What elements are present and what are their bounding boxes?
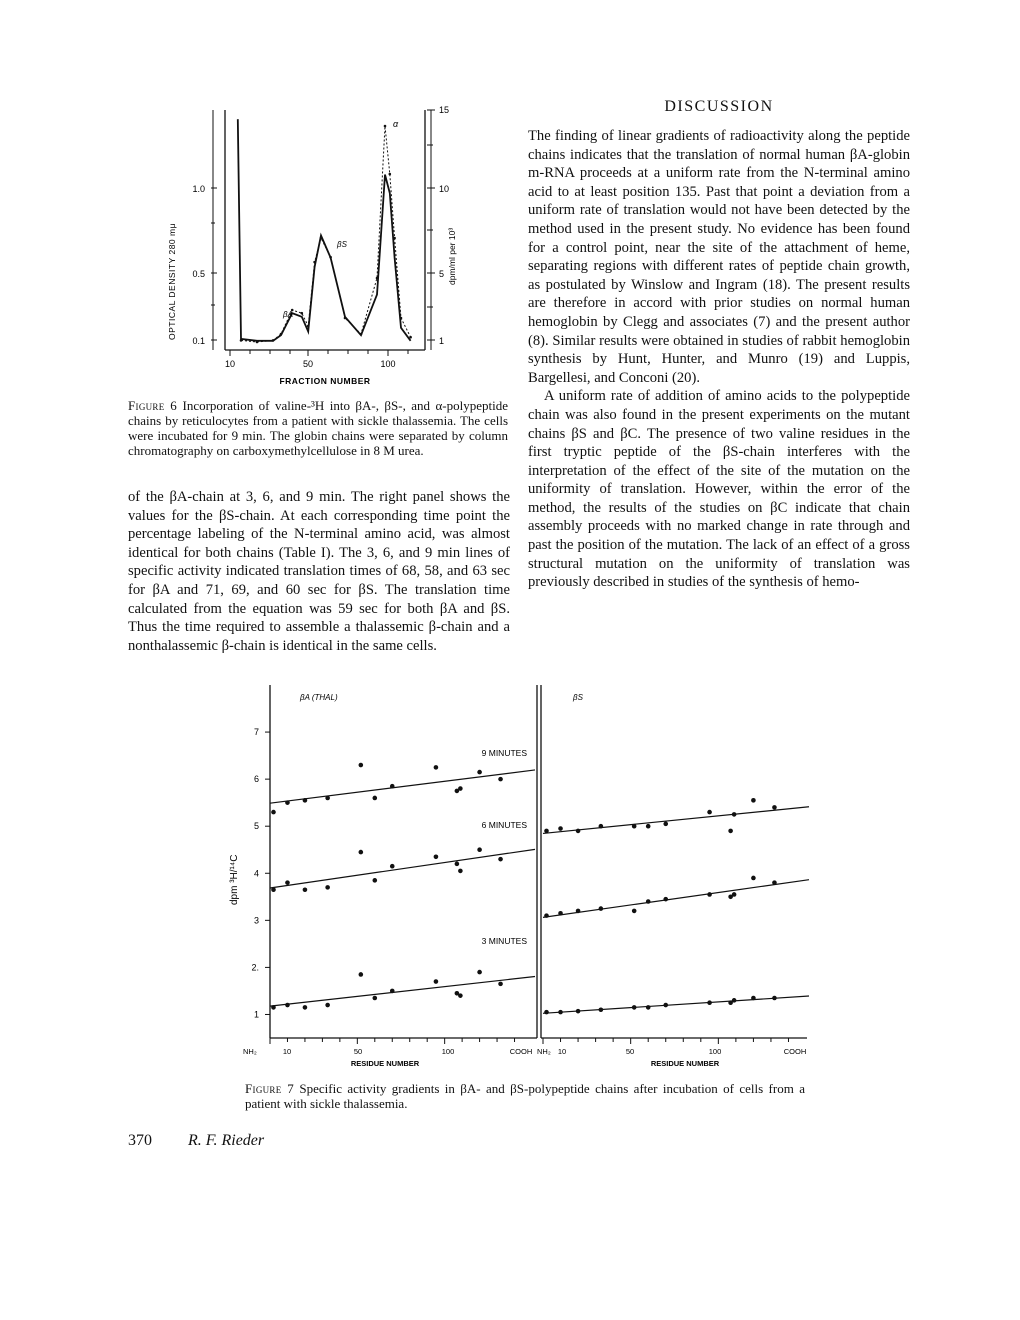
fig7-data-point xyxy=(646,899,651,904)
fig7-data-point xyxy=(285,1003,290,1008)
fig7-y-tick-label: 5 xyxy=(253,821,259,832)
running-author: R. F. Rieder xyxy=(188,1132,265,1149)
fig7-data-point xyxy=(390,989,395,994)
fig7-data-point xyxy=(303,798,308,803)
fig7-data-point xyxy=(632,1005,637,1010)
fig6-right-tick-label: 10 xyxy=(439,184,450,194)
fig7-right-panel-title: βS xyxy=(573,693,583,702)
fig6-data-point xyxy=(272,339,275,342)
fig6-data-point xyxy=(400,317,403,320)
fig7-y-tick-label: 4 xyxy=(253,868,259,879)
fig7-data-point xyxy=(558,911,563,916)
left-paragraph: of the βA-chain at 3, 6, and 9 min. The right panel shows the values for the βS-chain. At each corresponding time point the percentage labeling of the N-terminal amino acid, was almost identical for both chains (Table I). The 3, 6, and 9 min lines of specific activity indicated translation times of 68, 58, and 63 sec for βA and 71, 69, and 60 sec for βS. The translation time calculated from the equation was 59 sec for both βA and βS. Thus the time required to assemble a thalassemic β-chain and a nonthalassemic β-chain is identical in the same cells. xyxy=(128,489,510,654)
fig7-y-label: dpm ³H/¹⁴C xyxy=(229,854,240,905)
fig6-data-point xyxy=(280,333,283,336)
fig6-y-right-label: dpm/ml per 10³ xyxy=(447,227,457,285)
fig7-data-point xyxy=(325,885,330,890)
fig7-data-point xyxy=(372,878,377,883)
fig6-peak-label-betaS: βS xyxy=(337,240,347,249)
fig6-x-tick-label: 50 xyxy=(302,359,314,369)
fig7-data-point xyxy=(646,824,651,829)
fig7-y-tick-label: 6 xyxy=(253,774,259,785)
fig7-data-point xyxy=(599,906,604,911)
fig7-data-point xyxy=(576,829,581,834)
fig6-data-point xyxy=(240,339,243,342)
fig6-data-point xyxy=(344,317,347,320)
fig7-data-point xyxy=(544,1010,549,1015)
fig7-data-point xyxy=(544,829,549,834)
fig7-data-point xyxy=(772,880,777,885)
fig6-data-point xyxy=(313,261,316,264)
fig7-y-tick-label: 3 xyxy=(253,915,259,926)
fig6-radioactivity-curve xyxy=(241,126,411,342)
fig7-x-label-right: RESIDUE NUMBER xyxy=(650,1059,720,1068)
fig6-left-tick-label: 1.0 xyxy=(192,184,205,194)
fig7-data-point xyxy=(751,798,756,803)
figure-7-chart xyxy=(225,680,845,1085)
fig7-x-tick-label: NH₂ xyxy=(243,1047,257,1056)
fig6-data-point xyxy=(376,277,379,280)
fig7-data-point xyxy=(576,1009,581,1014)
fig6-optical-density-curve xyxy=(238,119,411,341)
fig7-data-point xyxy=(632,909,637,914)
fig7-data-point xyxy=(325,1003,330,1008)
fig7-data-point xyxy=(477,770,482,775)
fig6-peak-label-alpha: α xyxy=(393,119,399,129)
fig6-x-label: FRACTION NUMBER xyxy=(279,376,371,386)
fig7-data-point xyxy=(434,765,439,770)
fig6-data-point xyxy=(329,256,332,259)
fig7-x-tick-label: NH₂ xyxy=(537,1047,551,1056)
figure-6-caption-text: Incorporation of valine-³H into βA-, βS-, and α-polypeptide chains by reticulocytes from a patient with sickle thalassemia. The cells were incubated for 9 min. The globin chains were separated by column chromatography on carboxymethylcellulose in 8 M urea. xyxy=(128,398,508,458)
fig7-x-tick-label: COOH xyxy=(783,1047,807,1056)
fig7-data-point xyxy=(663,822,668,827)
fig7-x-tick-label: 50 xyxy=(353,1047,363,1056)
fig6-left-ticks xyxy=(211,188,217,340)
fig6-data-point xyxy=(409,336,412,339)
fig7-y-tick-label: 1 xyxy=(253,1009,259,1020)
fig7-data-point xyxy=(558,1010,563,1015)
fig7-regression-line xyxy=(270,849,535,888)
fig6-left-tick-label: 0.5 xyxy=(192,269,205,279)
fig7-regression-line xyxy=(543,807,809,834)
fig7-regression-line xyxy=(543,880,809,918)
fig7-left-panel-title: βA (THAL) xyxy=(300,693,338,702)
fig7-data-point xyxy=(434,854,439,859)
fig7-x-tick-label: 100 xyxy=(441,1047,455,1056)
fig7-regression-line xyxy=(270,770,535,803)
fig7-data-point xyxy=(732,892,737,897)
fig7-data-point xyxy=(359,972,364,977)
fig7-data-point xyxy=(303,887,308,892)
fig7-label-3min: 3 MINUTES xyxy=(481,936,527,946)
fig6-bottom-ticks xyxy=(230,350,408,356)
fig7-data-point xyxy=(707,892,712,897)
discussion-paragraph-1: The finding of linear gradients of radioactivity along the peptide chains indicates that the translation of normal human βA-globin m-RNA proceeds at a uniform rate from the N-terminal amino acid to at least position 135. Past that point a deviation from a uniform rate of translation would not have been detected by the method used in the present study. No evidence has been found for a control point, near the site of the attachment of heme, separating regions with different rates of peptide chain growth, as postulated by Winslow and Ingram (18). The present results are therefore in accord with prior studies on normal human hemoglobin by Clegg and associates (7) and the present author (8). Similar results were obtained in studies of rabbit hemoglobin synthesis by Hunt, Hunter, and Munro (19) and Luppis, Bargellesi, and Conconi (20). xyxy=(528,128,910,386)
fig7-y-tick-label: 2. xyxy=(251,962,259,973)
fig7-x-label-left: RESIDUE NUMBER xyxy=(350,1059,420,1068)
fig7-data-point xyxy=(599,1007,604,1012)
figure-6-caption-label: Figure 6 xyxy=(128,398,178,413)
fig7-data-point xyxy=(498,857,503,862)
fig6-left-tick-label: 0.1 xyxy=(192,336,205,346)
fig7-data-point xyxy=(372,996,377,1001)
page-number: 370 xyxy=(128,1132,152,1149)
fig7-data-point xyxy=(271,810,276,815)
figure-7-caption-text: Specific activity gradients in βA- and βS-polypeptide chains after incubation of cells from a patient with sickle thalassemia. xyxy=(245,1081,805,1111)
fig7-data-point xyxy=(303,1005,308,1010)
fig7-data-point xyxy=(359,763,364,768)
fig7-data-point xyxy=(325,796,330,801)
fig7-data-point xyxy=(359,850,364,855)
fig6-right-tick-label: 5 xyxy=(439,269,445,279)
fig7-data-point xyxy=(663,1003,668,1008)
discussion-heading: DISCUSSION xyxy=(664,98,774,115)
fig6-data-point xyxy=(393,237,396,240)
fig7-data-point xyxy=(751,996,756,1001)
fig7-data-point xyxy=(458,786,463,791)
fig6-peak-label-betaA: βA xyxy=(283,310,293,319)
fig7-data-point xyxy=(271,1005,276,1010)
fig7-label-9min: 9 MINUTES xyxy=(481,748,527,758)
fig7-data-point xyxy=(732,812,737,817)
fig6-right-tick-label: 15 xyxy=(439,105,450,115)
figure-6-caption xyxy=(128,398,508,458)
fig7-data-point xyxy=(285,880,290,885)
fig7-data-point xyxy=(390,864,395,869)
fig7-x-tick-label: 10 xyxy=(282,1047,292,1056)
fig6-data-point xyxy=(301,312,304,315)
fig7-label-6min: 6 MINUTES xyxy=(481,820,527,830)
figure-7-caption-label: Figure 7 xyxy=(245,1081,295,1096)
fig6-data-point xyxy=(320,237,323,240)
fig7-data-point xyxy=(751,876,756,881)
fig7-data-point xyxy=(544,913,549,918)
discussion-paragraph-2: A uniform rate of addition of amino acids to the polypeptide chain was also found in the present experiments on the mutant chains βS and βC. The presence of two valine residues in the first tryptic peptide of the βS-chain interferes with the interpretation of the effect of the site of the mutation on the uniformity of translation. However, within the error of the method, the results of the studies on βC indicate that chain assembly proceeds with no marked change in rate through and past the position of the mutation. The lack of an effect of a gross structural mutation on the uniformity of translation was previously described in studies of the synthesis of hemo- xyxy=(528,388,910,591)
fig7-data-point xyxy=(707,1000,712,1005)
fig7-data-point xyxy=(632,824,637,829)
fig7-data-point xyxy=(732,998,737,1003)
fig7-data-point xyxy=(271,887,276,892)
fig7-data-point xyxy=(455,862,460,867)
fig7-regression-line xyxy=(543,996,809,1013)
fig7-data-point xyxy=(458,993,463,998)
fig7-data-point xyxy=(576,909,581,914)
fig7-data-point xyxy=(558,826,563,831)
fig7-y-tick-label: 7 xyxy=(253,727,259,738)
fig7-x-tick-label: 50 xyxy=(625,1047,635,1056)
fig6-x-tick-label: 100 xyxy=(380,359,396,369)
fig7-x-tick-label: 100 xyxy=(708,1047,722,1056)
fig7-data-point xyxy=(707,810,712,815)
fig6-data-point xyxy=(389,173,392,176)
fig7-data-point xyxy=(663,897,668,902)
fig7-x-tick-label: COOH xyxy=(509,1047,533,1056)
fig7-data-point xyxy=(498,982,503,987)
fig6-right-tick-label: 1 xyxy=(439,336,445,346)
fig7-data-point xyxy=(434,979,439,984)
fig7-data-point xyxy=(646,1005,651,1010)
fig6-data-point xyxy=(256,341,259,344)
fig6-data-point xyxy=(360,333,363,336)
left-column-text xyxy=(128,488,510,655)
fig7-data-point xyxy=(458,869,463,874)
fig7-data-point xyxy=(477,847,482,852)
figure-7-caption xyxy=(245,1081,805,1111)
fig7-data-point xyxy=(498,777,503,782)
fig6-data-point xyxy=(307,325,310,328)
fig6-data-point xyxy=(384,125,387,128)
fig7-data-point xyxy=(285,800,290,805)
fig7-data-point xyxy=(772,805,777,810)
fig6-x-tick-label: 10 xyxy=(224,359,236,369)
fig6-y-left-label: OPTICAL DENSITY 280 mμ xyxy=(167,223,177,340)
fig7-data-point xyxy=(728,829,733,834)
discussion-text xyxy=(528,127,910,592)
fig7-data-point xyxy=(477,970,482,975)
fig7-regression-line xyxy=(270,977,535,1007)
fig7-data-point xyxy=(372,796,377,801)
fig7-data-point xyxy=(772,996,777,1001)
fig7-data-point xyxy=(390,784,395,789)
fig7-x-tick-label: 10 xyxy=(557,1047,567,1056)
figure-6-chart xyxy=(125,95,510,395)
fig7-data-point xyxy=(599,824,604,829)
